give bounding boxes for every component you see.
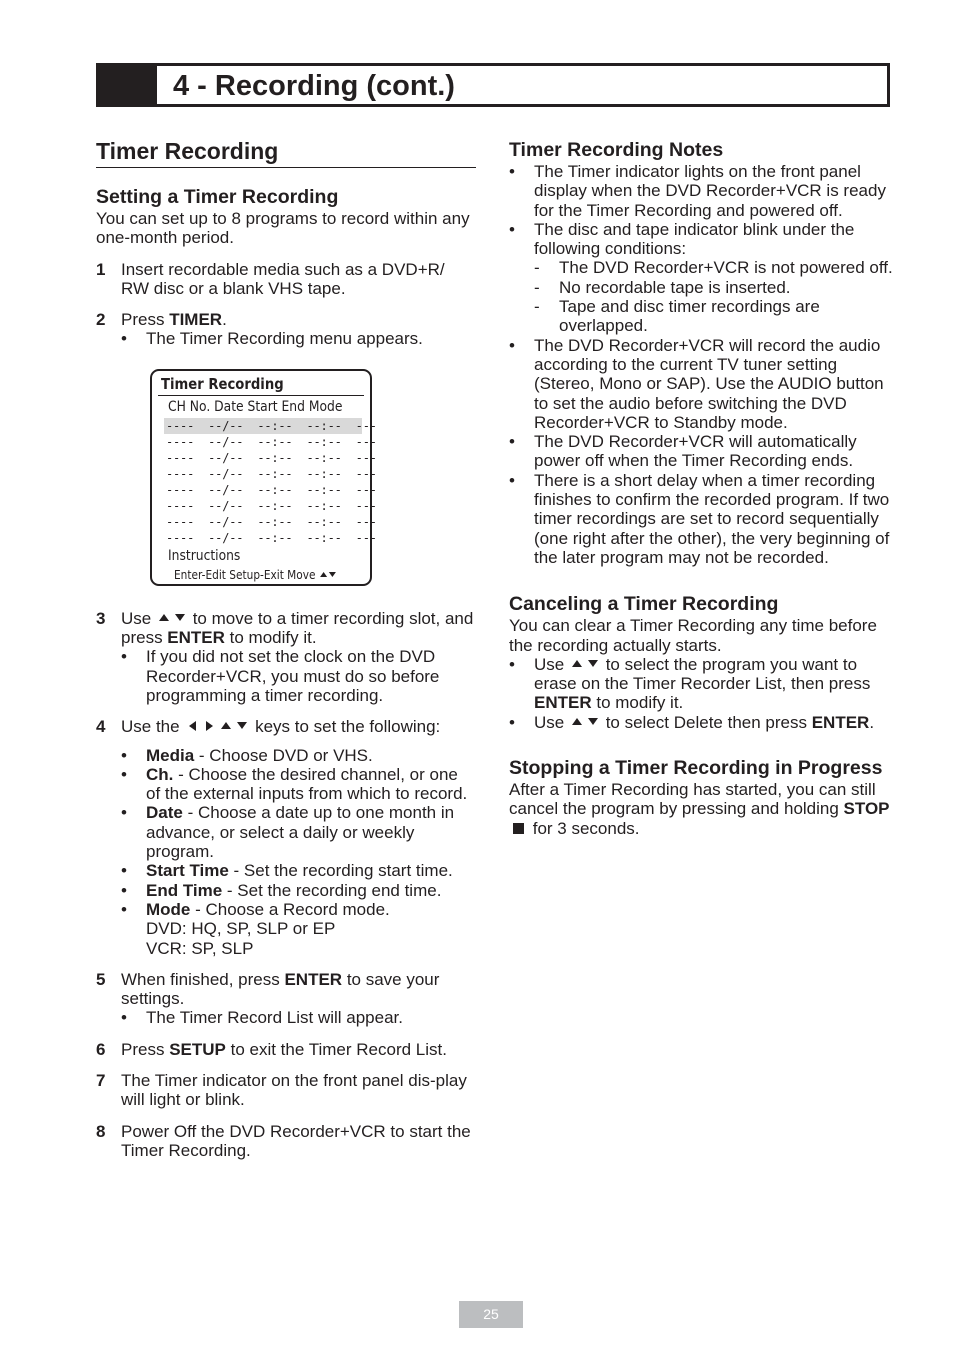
cancel-step-2: [509, 713, 894, 732]
step-5-bullet: [121, 1008, 476, 1027]
bullet-dot: •: [121, 1008, 127, 1028]
setting-desc: - Choose the desired channel, or one of the external inputs from which to record.: [146, 764, 468, 804]
stop-text-pre: After a Timer Recording has started, you can still cancel the program by pressing and holding: [509, 780, 876, 819]
setting-desc: - Choose a date up to one month in advance, or select a daily or weekly program.: [146, 803, 455, 862]
right-arrow-icon: [206, 721, 213, 731]
up-arrow-icon: [572, 718, 582, 725]
step-text-post: to exit the Timer Record List.: [225, 1039, 447, 1059]
key-stop: STOP: [843, 799, 890, 819]
setting-term: Media: [146, 745, 195, 765]
bullet-dot: •: [509, 432, 515, 452]
bullet-dot: •: [121, 880, 127, 900]
setting-desc: - Choose DVD or VHS.: [194, 745, 373, 765]
stop-text: [509, 780, 894, 838]
menu-keys-text: Enter-Edit Setup-Exit Move: [174, 567, 316, 582]
menu-row: ---- --/-- --:-- --:-- ---: [166, 466, 377, 481]
dash-mark: -: [534, 277, 540, 297]
note-text: The disc and tape indicator blink under the following conditions:: [534, 219, 855, 259]
setting-item-media: [121, 746, 476, 765]
note-text: There is a short delay when a timer recording finishes to confirm the recorded program. If two timer recordings are set to record sequentially (one right after the other), the very beginning of the later program may not be recorded.: [534, 470, 890, 567]
stop-title: Stopping a Timer Recording in Progress: [509, 757, 883, 780]
left-arrow-icon: [189, 721, 196, 731]
step-text-pre: Use the: [121, 717, 180, 737]
note-5: [509, 471, 894, 567]
up-arrow-icon: [572, 660, 582, 667]
step-text-post: keys to set the following:: [255, 717, 441, 737]
up-arrow-icon: [159, 614, 169, 621]
down-arrow-icon: [588, 718, 598, 725]
cancel-title: Canceling a Timer Recording: [509, 593, 779, 616]
chapter-title: 4 - Recording (cont.): [173, 70, 455, 102]
step-7: [96, 1071, 476, 1110]
timer-recording-menu: [150, 369, 377, 586]
setting-item-mode: [121, 900, 476, 958]
note-text: The DVD Recorder+VCR will automatically power off when the Timer Recording ends.: [534, 432, 857, 471]
up-arrow-icon: [221, 722, 231, 729]
bullet-dot: •: [509, 654, 515, 674]
step-3: [96, 609, 476, 705]
menu-rows: [164, 418, 377, 546]
cancel-text-mid: to select the program you want to erase on the Timer Recorder List, then press: [534, 654, 871, 694]
step-text-pre: Press: [121, 310, 170, 330]
step-number: 1: [96, 259, 106, 279]
menu-row: ---- --/-- --:-- --:-- ---: [166, 482, 377, 497]
cancel-text-mid: to select Delete then press: [605, 712, 812, 732]
dash-mark: -: [534, 297, 540, 317]
step-text-pre: When finished, press: [121, 969, 285, 989]
step-8: [96, 1122, 476, 1161]
condition-item: [534, 278, 894, 297]
note-text: The Timer indicator lights on the front panel display when the DVD Recorder+VCR is ready for the Timer Recording and powered off.: [534, 162, 886, 220]
key-setup: SETUP: [169, 1039, 226, 1059]
chapter-header: [96, 63, 890, 107]
step-text: Insert recordable media such as a DVD+R/ RW disc or a blank VHS tape.: [121, 259, 445, 298]
condition-text: The DVD Recorder+VCR is not powered off.: [559, 258, 893, 278]
stop-icon: [513, 823, 524, 834]
bullet-dot: •: [509, 219, 515, 239]
condition-item: [534, 297, 894, 336]
step-number: 5: [96, 969, 106, 989]
setting-title: Setting a Timer Recording: [96, 186, 339, 208]
step-number: 3: [96, 608, 106, 628]
menu-instructions: Instructions: [168, 547, 241, 564]
cancel-text-post: .: [869, 712, 875, 732]
key-timer: TIMER: [169, 310, 223, 330]
setting-term: Ch.: [146, 764, 174, 784]
menu-title: Timer Recording: [161, 374, 284, 393]
setting-list: [121, 746, 476, 958]
menu-row: ---- --/-- --:-- --:-- ---: [166, 434, 377, 449]
cancel-text-post: to modify it.: [591, 693, 684, 713]
key-enter: ENTER: [811, 712, 870, 732]
cancel-step-1: [509, 655, 894, 713]
key-enter: ENTER: [284, 969, 343, 989]
mode-dvd-options: DVD: HQ, SP, SLP or EP: [146, 919, 336, 939]
setting-desc: - Choose a Record mode.: [190, 899, 390, 919]
bullet-dot: •: [509, 470, 515, 490]
condition-text: Tape and disc timer recordings are overlapped.: [559, 297, 820, 336]
cancel-intro: You can clear a Timer Recording any time before the recording actually starts.: [509, 616, 877, 655]
note-text: The DVD Recorder+VCR will record the audio according to the current TV tuner setting (Stereo, Mono or SAP). Use the AUDIO button to set the audio before switching the DVD Recorder+VCR to Standby mode.: [534, 335, 884, 432]
key-enter: ENTER: [167, 628, 225, 648]
step-number: 4: [96, 717, 106, 737]
step-text-mid: to move to a timer recording slot, and press: [121, 608, 474, 648]
down-arrow-icon: [329, 572, 336, 577]
key-enter: ENTER: [534, 693, 592, 713]
menu-key-hints: [174, 568, 336, 582]
step-number: 7: [96, 1071, 106, 1091]
bullet-dot: •: [121, 803, 127, 823]
bullet-dot: •: [121, 647, 127, 667]
menu-row: ---- --/-- --:-- --:-- ---: [166, 514, 377, 529]
setting-item-start-time: [121, 861, 476, 880]
page-number: 25: [459, 1301, 523, 1328]
down-arrow-icon: [175, 614, 185, 621]
notes-title: Timer Recording Notes: [509, 139, 724, 161]
bullet-dot: •: [121, 861, 127, 881]
left-column: [96, 137, 476, 1160]
note-1: [509, 162, 894, 220]
down-arrow-icon: [237, 722, 247, 729]
step-text-pre: Press: [121, 1039, 170, 1059]
header-block: [99, 66, 157, 104]
setting-item-channel: [121, 765, 476, 804]
bullet-text: The Timer Record List will appear.: [146, 1008, 403, 1028]
menu-row: ---- --/-- --:-- --:-- ---: [166, 530, 377, 545]
step-5: [96, 970, 476, 1028]
step-text-post: .: [222, 310, 227, 330]
step-text-post: to save your settings.: [121, 969, 440, 1009]
menu-row: ---- --/-- --:-- --:-- ---: [166, 450, 377, 465]
bullet-dot: •: [121, 764, 127, 784]
bullet-dot: •: [121, 329, 127, 349]
step-6: [96, 1040, 476, 1059]
menu-row: ---- --/-- --:-- --:-- ---: [166, 498, 377, 513]
step-number: 8: [96, 1121, 106, 1141]
bullet-text: If you did not set the clock on the DVD Recorder+VCR, you must do so before programming a timer recording.: [146, 647, 440, 705]
menu-row-selected: ---- --/-- --:-- --:-- ---: [166, 418, 377, 433]
step-3-bullet: [121, 647, 476, 705]
setting-term: Start Time: [146, 861, 229, 881]
stop-text-post: for 3 seconds.: [528, 818, 640, 838]
step-text-post: to modify it.: [224, 628, 317, 648]
setting-term: Date: [146, 803, 183, 823]
step-2-bullet: [121, 329, 476, 348]
setting-item-date: [121, 803, 476, 861]
section-title: Timer Recording: [96, 137, 476, 168]
step-4: [96, 717, 476, 958]
step-text-pre: Use: [121, 608, 152, 628]
step-text: Power Off the DVD Recorder+VCR to start the Timer Recording.: [121, 1121, 471, 1160]
note-2: [509, 220, 894, 336]
step-number: 2: [96, 310, 106, 330]
bullet-dot: •: [509, 712, 515, 732]
condition-item: [534, 258, 894, 277]
bullet-text: The Timer Recording menu appears.: [146, 329, 423, 349]
setting-desc: - Set the recording start time.: [228, 861, 453, 881]
down-arrow-icon: [588, 660, 598, 667]
condition-text: No recordable tape is inserted.: [559, 277, 791, 297]
bullet-dot: •: [121, 899, 127, 919]
dash-mark: -: [534, 258, 540, 278]
cancel-text-pre: Use: [534, 712, 565, 732]
bullet-dot: •: [509, 162, 515, 181]
step-number: 6: [96, 1039, 106, 1059]
step-text: The Timer indicator on the front panel dis-play will light or blink.: [121, 1071, 467, 1110]
setting-desc: - Set the recording end time.: [222, 880, 442, 900]
setting-term: Mode: [146, 899, 191, 919]
note-4: [509, 432, 894, 471]
right-column: [509, 139, 894, 838]
setting-item-end-time: [121, 881, 476, 900]
bullet-dot: •: [509, 335, 515, 355]
bullet-dot: •: [121, 745, 127, 765]
intro-text: You can set up to 8 programs to record within any one-month period.: [96, 209, 470, 248]
note-3: [509, 336, 894, 432]
mode-vcr-options: VCR: SP, SLP: [146, 938, 254, 958]
step-2: [96, 310, 476, 349]
menu-divider: [158, 395, 364, 396]
cancel-text-pre: Use: [534, 654, 565, 674]
up-arrow-icon: [320, 572, 327, 577]
step-1: [96, 260, 476, 299]
setting-term: End Time: [146, 880, 223, 900]
menu-column-headers: CH No. Date Start End Mode: [168, 398, 343, 415]
